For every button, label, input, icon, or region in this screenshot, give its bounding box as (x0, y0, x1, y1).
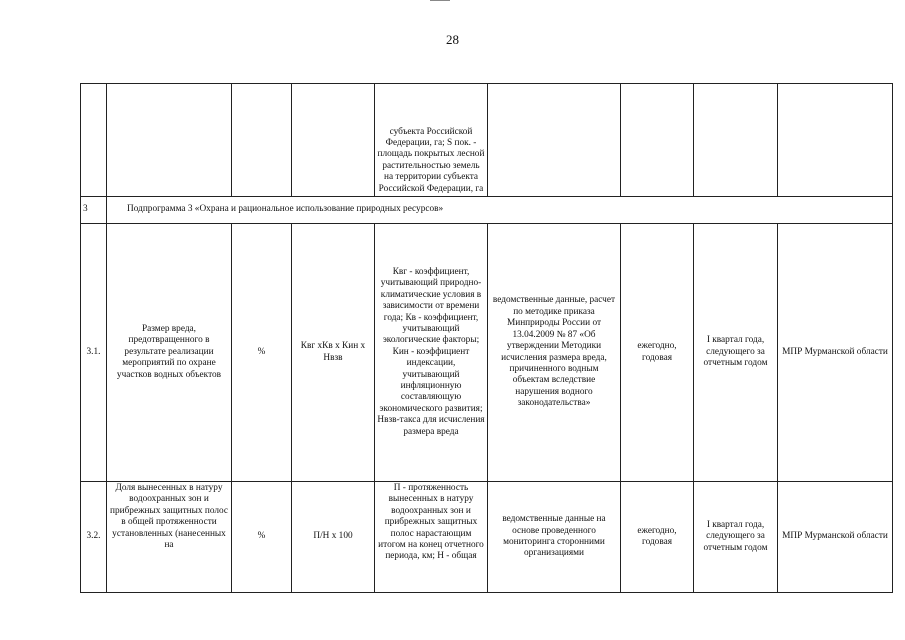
cell-unit: % (232, 224, 292, 482)
section-number: 3 (81, 197, 107, 224)
cell-number: 3.1. (81, 224, 107, 482)
cell-unit: % (232, 482, 292, 593)
cell-source: ведомственные данные, расчет по методике приказа Минприроды России от 13.04.2009 № 87 «Об утверждении Методики исчисления размера вреда, причиненного водным объектам вследствие нарушения водного законодательства» (488, 224, 621, 482)
cell-deadline: I квартал года, следующего за отчетным годом (694, 224, 778, 482)
cell-source: ведомственные данные на основе проведенного мониторинга сторонними организациями (488, 482, 621, 593)
section-title: Подпрограмма 3 «Охрана и рациональное использование природных ресурсов» (107, 197, 893, 224)
cell-formula (292, 84, 375, 197)
cell-unit (232, 84, 292, 197)
cell-periodicity: ежегодно, годовая (621, 224, 694, 482)
cell-source (488, 84, 621, 197)
cell-deadline: I квартал года, следующего за отчетным годом (694, 482, 778, 593)
table-row (81, 482, 893, 593)
cell-periodicity (621, 84, 694, 197)
cell-formula-description: субъекта Российской Федерации, га; S пок. - площадь покрытых лесной растительностью земель на территории субъекта Российской Федерации, га (375, 84, 488, 197)
table-row-section (81, 197, 893, 224)
table-row-continuation (81, 84, 893, 197)
cell-formula-description (375, 482, 488, 593)
page-number: 28 (446, 32, 459, 47)
indicators-table (80, 83, 893, 593)
cell-indicator (107, 84, 232, 197)
cell-formula-description: Квг - коэффициент, учитывающий природно-климатические условия в зависимости от времени года; Кв - коэффициент, учитывающий экологические факторы; Кин - коэффициент индексации, учитывающий инфляционную составляющую экономического развития; Нвзв-такса для исчисления размера вреда (375, 224, 488, 482)
cell-indicator: Размер вреда, предотвращенного в результате реализации мероприятий по охране участков водных объектов (107, 224, 232, 482)
cell-formula: П/Н х 100 (292, 482, 375, 593)
cell-indicator-text: Доля вынесенных в натуру водоохранных зон и прибрежных защитных полос в общей протяженности установленных (нанесенных на (109, 483, 229, 551)
cell-deadline (694, 84, 778, 197)
cell-periodicity: ежегодно, годовая (621, 482, 694, 593)
table-row (81, 224, 893, 482)
cell-indicator (107, 482, 232, 593)
cell-formula: Квг хКв х Кин х Нвзв (292, 224, 375, 482)
cell-responsible: МПР Мурманской области (778, 224, 893, 482)
cell-number: 3.2. (81, 482, 107, 593)
cell-responsible: МПР Мурманской области (778, 482, 893, 593)
cell-responsible (778, 84, 893, 197)
header-mark (430, 0, 450, 4)
cell-number (81, 84, 107, 197)
cell-formula-description-text: П - протяженность вынесенных в натуру водоохранных зон и прибрежных защитных полос нарастающим итогом на конец отчетного периода, км; Н - общая (378, 483, 484, 562)
